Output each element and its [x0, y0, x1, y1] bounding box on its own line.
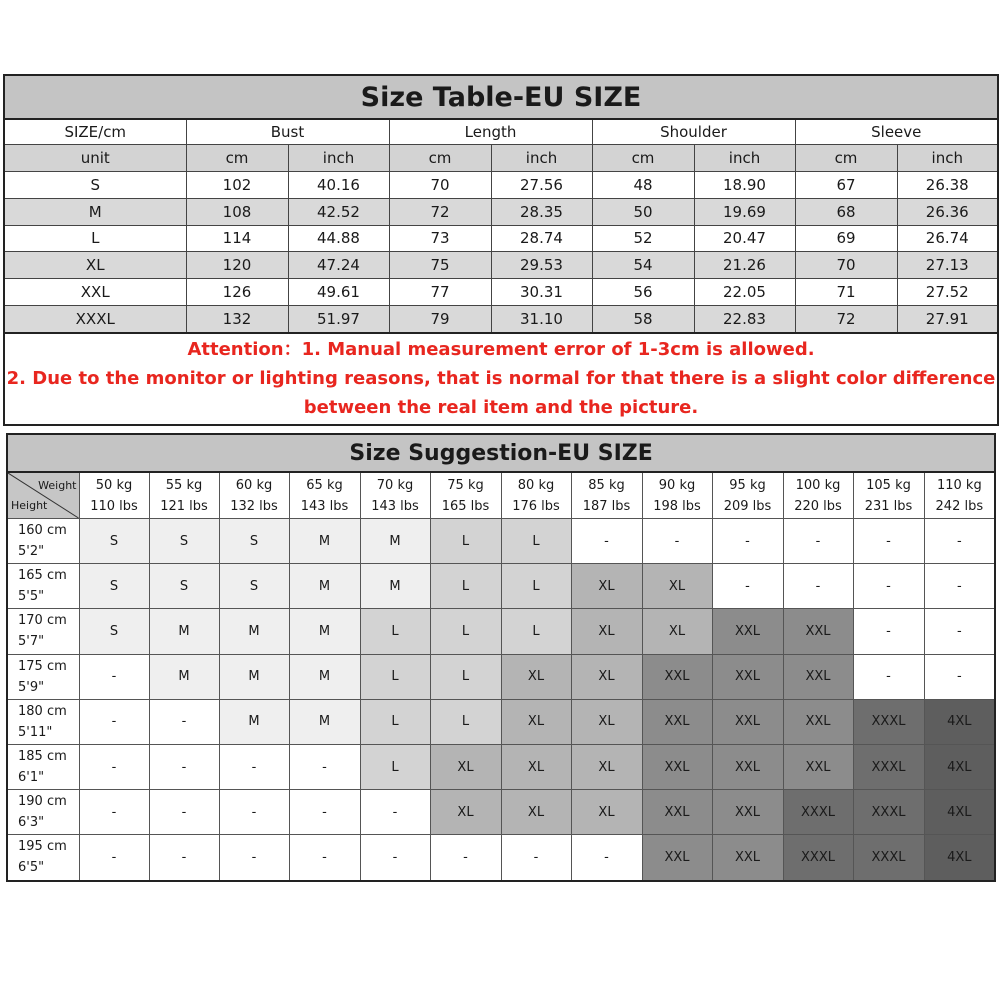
weight-header	[501, 472, 571, 519]
suggested-size-cell: L	[360, 699, 430, 744]
size-suggestion-body	[7, 519, 995, 881]
measurement-cell: 27.56	[491, 172, 592, 199]
weight-kg: 110 kg	[936, 477, 982, 493]
suggested-size-cell: S	[79, 519, 149, 564]
weight-lbs: 198 lbs	[653, 498, 701, 514]
suggested-size-cell: -	[149, 744, 219, 789]
suggested-size-cell: L	[360, 609, 430, 654]
suggested-size-cell: XXXL	[853, 835, 924, 881]
measurement-cell: 79	[389, 305, 491, 332]
weight-lbs: 110 lbs	[90, 498, 138, 514]
unit-inch: inch	[897, 145, 998, 172]
suggested-size-cell: L	[430, 609, 501, 654]
measurement-cell: 126	[186, 279, 288, 306]
weight-lbs: 231 lbs	[864, 498, 913, 514]
suggested-size-cell: -	[79, 654, 149, 699]
suggested-size-cell: L	[430, 519, 501, 564]
measurement-cell: 68	[795, 198, 897, 225]
suggested-size-cell: -	[853, 564, 924, 609]
size-row	[4, 225, 998, 252]
height-cm: 195 cm	[18, 839, 67, 855]
suggested-size-cell: XL	[642, 564, 712, 609]
suggested-size-cell: -	[783, 519, 853, 564]
size-row	[4, 252, 998, 279]
suggested-size-cell: -	[571, 835, 642, 881]
suggested-size-cell: -	[289, 744, 360, 789]
note-line-1: Attention：1. Manual measurement error of 1-3cm is allowed.	[187, 339, 815, 361]
measurement-cell: 44.88	[288, 225, 389, 252]
weight-kg: 105 kg	[866, 477, 911, 493]
suggested-size-cell: L	[360, 744, 430, 789]
weight-lbs: 121 lbs	[160, 498, 208, 514]
size-label: XXL	[4, 279, 186, 306]
unit-cm: cm	[186, 145, 288, 172]
corner-height-label: Height	[11, 499, 48, 512]
height-label	[7, 790, 79, 835]
suggested-size-cell: -	[149, 699, 219, 744]
height-ft: 5'2"	[18, 544, 45, 560]
size-label: XL	[4, 252, 186, 279]
weight-lbs: 209 lbs	[723, 498, 772, 514]
suggested-size-cell: M	[360, 564, 430, 609]
suggested-size-cell: L	[430, 699, 501, 744]
weight-kg: 100 kg	[795, 477, 841, 493]
suggested-size-cell: S	[149, 564, 219, 609]
measurement-cell: 102	[186, 172, 288, 199]
size-label: XXXL	[4, 305, 186, 332]
measurement-cell: 20.47	[694, 225, 795, 252]
measurement-cell: 77	[389, 279, 491, 306]
weight-header	[853, 472, 924, 519]
weight-header	[430, 472, 501, 519]
suggested-size-cell: L	[501, 519, 571, 564]
measurement-cell: 31.10	[491, 305, 592, 332]
suggested-size-cell: XXXL	[853, 790, 924, 835]
height-row	[7, 564, 995, 609]
suggested-size-cell: L	[360, 654, 430, 699]
suggested-size-cell: M	[289, 654, 360, 699]
suggested-size-cell: -	[219, 744, 289, 789]
weight-kg: 90 kg	[658, 477, 696, 493]
suggested-size-cell: -	[853, 654, 924, 699]
suggested-size-cell: XL	[430, 790, 501, 835]
size-suggestion-title: Size Suggestion-EU SIZE	[7, 434, 995, 472]
weight-header	[360, 472, 430, 519]
measurement-cell: 50	[592, 198, 694, 225]
measurement-cell: 40.16	[288, 172, 389, 199]
suggested-size-cell: S	[79, 564, 149, 609]
suggested-size-cell: -	[289, 835, 360, 881]
weight-lbs: 165 lbs	[441, 498, 490, 514]
size-label: S	[4, 172, 186, 199]
weight-header	[642, 472, 712, 519]
size-row	[4, 198, 998, 225]
suggested-size-cell: -	[79, 835, 149, 881]
suggested-size-cell: M	[219, 609, 289, 654]
suggested-size-cell: -	[430, 835, 501, 881]
note-line-3: between the real item and the picture.	[303, 397, 699, 419]
suggested-size-cell: -	[149, 835, 219, 881]
measurement-cell: 22.05	[694, 279, 795, 306]
suggested-size-cell: XXXL	[783, 835, 853, 881]
measurement-cell: 26.36	[897, 198, 998, 225]
height-ft: 5'9"	[18, 679, 45, 695]
suggested-size-cell: XXL	[642, 790, 712, 835]
suggested-size-cell: XXL	[712, 790, 783, 835]
suggested-size-cell: M	[149, 609, 219, 654]
height-row	[7, 654, 995, 699]
length-header: Length	[389, 119, 592, 145]
measurement-cell: 29.53	[491, 252, 592, 279]
weight-kg: 55 kg	[165, 477, 203, 493]
suggested-size-cell: XXL	[712, 609, 783, 654]
suggested-size-cell: M	[289, 564, 360, 609]
suggested-size-cell: -	[924, 609, 995, 654]
height-ft: 5'11"	[18, 724, 53, 740]
weight-lbs: 242 lbs	[935, 498, 984, 514]
height-row	[7, 790, 995, 835]
height-cm: 165 cm	[18, 568, 67, 584]
unit-cm: cm	[389, 145, 491, 172]
weight-header	[219, 472, 289, 519]
weight-lbs: 143 lbs	[371, 498, 419, 514]
height-label	[7, 699, 79, 744]
note-line-2: 2. Due to the monitor or lighting reasons, that is normal for that there is a slight color difference	[6, 368, 996, 390]
unit-inch: inch	[694, 145, 795, 172]
unit-inch: inch	[288, 145, 389, 172]
suggested-size-cell: S	[149, 519, 219, 564]
suggested-size-cell: XXL	[712, 699, 783, 744]
suggested-size-cell: S	[219, 519, 289, 564]
height-ft: 6'3"	[18, 815, 45, 831]
measurement-cell: 18.90	[694, 172, 795, 199]
height-label	[7, 609, 79, 654]
suggested-size-cell: L	[501, 564, 571, 609]
suggested-size-cell: -	[149, 790, 219, 835]
suggested-size-cell: XL	[501, 654, 571, 699]
suggested-size-cell: -	[501, 835, 571, 881]
height-ft: 5'5"	[18, 589, 45, 605]
suggested-size-cell: XL	[430, 744, 501, 789]
weight-kg: 65 kg	[306, 477, 343, 493]
measurement-cell: 67	[795, 172, 897, 199]
measurement-cell: 49.61	[288, 279, 389, 306]
suggested-size-cell: -	[924, 564, 995, 609]
suggested-size-cell: XL	[571, 654, 642, 699]
suggested-size-cell: -	[219, 835, 289, 881]
suggested-size-cell: -	[924, 519, 995, 564]
suggested-size-cell: XL	[501, 790, 571, 835]
weight-kg: 75 kg	[447, 477, 484, 493]
measurement-cell: 54	[592, 252, 694, 279]
measurement-cell: 27.13	[897, 252, 998, 279]
measurement-cell: 27.91	[897, 305, 998, 332]
height-cm: 190 cm	[18, 794, 67, 810]
size-label: M	[4, 198, 186, 225]
suggested-size-cell: XL	[501, 744, 571, 789]
suggested-size-cell: S	[79, 609, 149, 654]
weight-kg: 60 kg	[235, 477, 273, 493]
height-label	[7, 835, 79, 881]
suggested-size-cell: 4XL	[924, 835, 995, 881]
weight-header	[783, 472, 853, 519]
suggested-size-cell: -	[642, 519, 712, 564]
attention-notes	[4, 333, 998, 425]
corner-weight-label: Weight	[38, 479, 77, 492]
height-row	[7, 609, 995, 654]
measurement-cell: 48	[592, 172, 694, 199]
measurement-cell: 72	[389, 198, 491, 225]
height-row	[7, 519, 995, 564]
suggested-size-cell: XXL	[783, 609, 853, 654]
suggested-size-cell: -	[79, 790, 149, 835]
measurement-cell: 108	[186, 198, 288, 225]
suggested-size-cell: XL	[571, 564, 642, 609]
height-label	[7, 519, 79, 564]
measurement-cell: 26.38	[897, 172, 998, 199]
weight-kg: 80 kg	[517, 477, 555, 493]
size-label: L	[4, 225, 186, 252]
unit-inch: inch	[491, 145, 592, 172]
suggested-size-cell: -	[360, 790, 430, 835]
bust-header: Bust	[186, 119, 389, 145]
measurement-cell: 70	[795, 252, 897, 279]
suggested-size-cell: M	[289, 519, 360, 564]
sleeve-header: Sleeve	[795, 119, 998, 145]
measurement-cell: 70	[389, 172, 491, 199]
weight-header	[289, 472, 360, 519]
suggested-size-cell: M	[149, 654, 219, 699]
measurement-cell: 120	[186, 252, 288, 279]
size-row	[4, 305, 998, 332]
size-row	[4, 172, 998, 199]
height-ft: 6'5"	[18, 860, 45, 876]
suggested-size-cell: S	[219, 564, 289, 609]
suggested-size-cell: -	[853, 519, 924, 564]
suggested-size-cell: -	[79, 744, 149, 789]
weight-header	[149, 472, 219, 519]
suggested-size-cell: L	[430, 564, 501, 609]
suggested-size-cell: XXXL	[853, 744, 924, 789]
height-cm: 180 cm	[18, 703, 67, 719]
suggested-size-cell: M	[219, 699, 289, 744]
height-cm: 160 cm	[18, 523, 67, 539]
unit-label: unit	[4, 145, 186, 172]
suggested-size-cell: -	[783, 564, 853, 609]
weight-header	[79, 472, 149, 519]
measurement-cell: 22.83	[694, 305, 795, 332]
measurement-cell: 42.52	[288, 198, 389, 225]
suggested-size-cell: XL	[571, 790, 642, 835]
weight-kg: 50 kg	[95, 477, 133, 493]
weight-lbs: 176 lbs	[512, 498, 560, 514]
shoulder-header: Shoulder	[592, 119, 795, 145]
height-row	[7, 744, 995, 789]
suggested-size-cell: L	[501, 609, 571, 654]
suggested-size-cell: M	[219, 654, 289, 699]
measurement-cell: 30.31	[491, 279, 592, 306]
suggested-size-cell: XXL	[642, 744, 712, 789]
size-row	[4, 279, 998, 306]
suggested-size-cell: -	[712, 564, 783, 609]
weight-kg: 85 kg	[588, 477, 625, 493]
weight-kg: 70 kg	[376, 477, 414, 493]
height-ft: 6'1"	[18, 770, 45, 786]
size-header-label: SIZE/cm	[4, 119, 186, 145]
suggested-size-cell: -	[712, 519, 783, 564]
measurement-cell: 19.69	[694, 198, 795, 225]
suggested-size-cell: -	[360, 835, 430, 881]
suggested-size-cell: M	[289, 609, 360, 654]
suggested-size-cell: XXL	[783, 654, 853, 699]
suggested-size-cell: XL	[642, 609, 712, 654]
weight-header-row	[7, 472, 995, 519]
suggested-size-cell: -	[571, 519, 642, 564]
suggested-size-cell: XXL	[642, 654, 712, 699]
measurement-cell: 72	[795, 305, 897, 332]
weight-header	[712, 472, 783, 519]
measurement-cell: 28.35	[491, 198, 592, 225]
height-row	[7, 699, 995, 744]
size-suggestion-table	[6, 433, 996, 882]
unit-cm: cm	[592, 145, 694, 172]
size-table	[3, 74, 999, 426]
size-table-body	[4, 172, 998, 333]
suggested-size-cell: -	[289, 790, 360, 835]
weight-lbs: 143 lbs	[300, 498, 349, 514]
suggested-size-cell: M	[289, 699, 360, 744]
suggested-size-cell: M	[360, 519, 430, 564]
height-cm: 170 cm	[18, 613, 67, 629]
suggested-size-cell: XL	[571, 744, 642, 789]
measurement-cell: 27.52	[897, 279, 998, 306]
measurement-cell: 71	[795, 279, 897, 306]
suggested-size-cell: XL	[571, 699, 642, 744]
size-table-title: Size Table-EU SIZE	[4, 75, 998, 119]
weight-lbs: 132 lbs	[230, 498, 278, 514]
weight-height-corner	[7, 472, 79, 519]
measurement-cell: 21.26	[694, 252, 795, 279]
measurement-cell: 58	[592, 305, 694, 332]
suggested-size-cell: XXL	[642, 699, 712, 744]
suggested-size-cell: XXXL	[783, 790, 853, 835]
measurement-cell: 132	[186, 305, 288, 332]
height-row	[7, 835, 995, 881]
height-label	[7, 564, 79, 609]
suggested-size-cell: XXL	[712, 835, 783, 881]
weight-header	[571, 472, 642, 519]
weight-kg: 95 kg	[729, 477, 766, 493]
height-cm: 185 cm	[18, 749, 67, 765]
height-label	[7, 654, 79, 699]
height-cm: 175 cm	[18, 658, 67, 674]
weight-header	[924, 472, 995, 519]
suggested-size-cell: XXL	[642, 835, 712, 881]
measurement-cell: 73	[389, 225, 491, 252]
measurement-cell: 75	[389, 252, 491, 279]
suggested-size-cell: XXL	[783, 744, 853, 789]
height-ft: 5'7"	[18, 634, 45, 650]
measurement-cell: 47.24	[288, 252, 389, 279]
measurement-cell: 28.74	[491, 225, 592, 252]
suggested-size-cell: 4XL	[924, 744, 995, 789]
weight-lbs: 187 lbs	[582, 498, 631, 514]
suggested-size-cell: XXL	[783, 699, 853, 744]
weight-lbs: 220 lbs	[794, 498, 842, 514]
suggested-size-cell: -	[853, 609, 924, 654]
suggested-size-cell: XL	[501, 699, 571, 744]
suggested-size-cell: XXXL	[853, 699, 924, 744]
suggested-size-cell: 4XL	[924, 699, 995, 744]
measurement-cell: 51.97	[288, 305, 389, 332]
suggested-size-cell: XXL	[712, 654, 783, 699]
suggested-size-cell: -	[219, 790, 289, 835]
suggested-size-cell: -	[79, 699, 149, 744]
measurement-cell: 26.74	[897, 225, 998, 252]
suggested-size-cell: -	[924, 654, 995, 699]
unit-cm: cm	[795, 145, 897, 172]
suggested-size-cell: L	[430, 654, 501, 699]
measurement-cell: 52	[592, 225, 694, 252]
measurement-cell: 114	[186, 225, 288, 252]
suggested-size-cell: XL	[571, 609, 642, 654]
suggested-size-cell: XXL	[712, 744, 783, 789]
measurement-cell: 69	[795, 225, 897, 252]
height-label	[7, 744, 79, 789]
measurement-cell: 56	[592, 279, 694, 306]
suggested-size-cell: 4XL	[924, 790, 995, 835]
